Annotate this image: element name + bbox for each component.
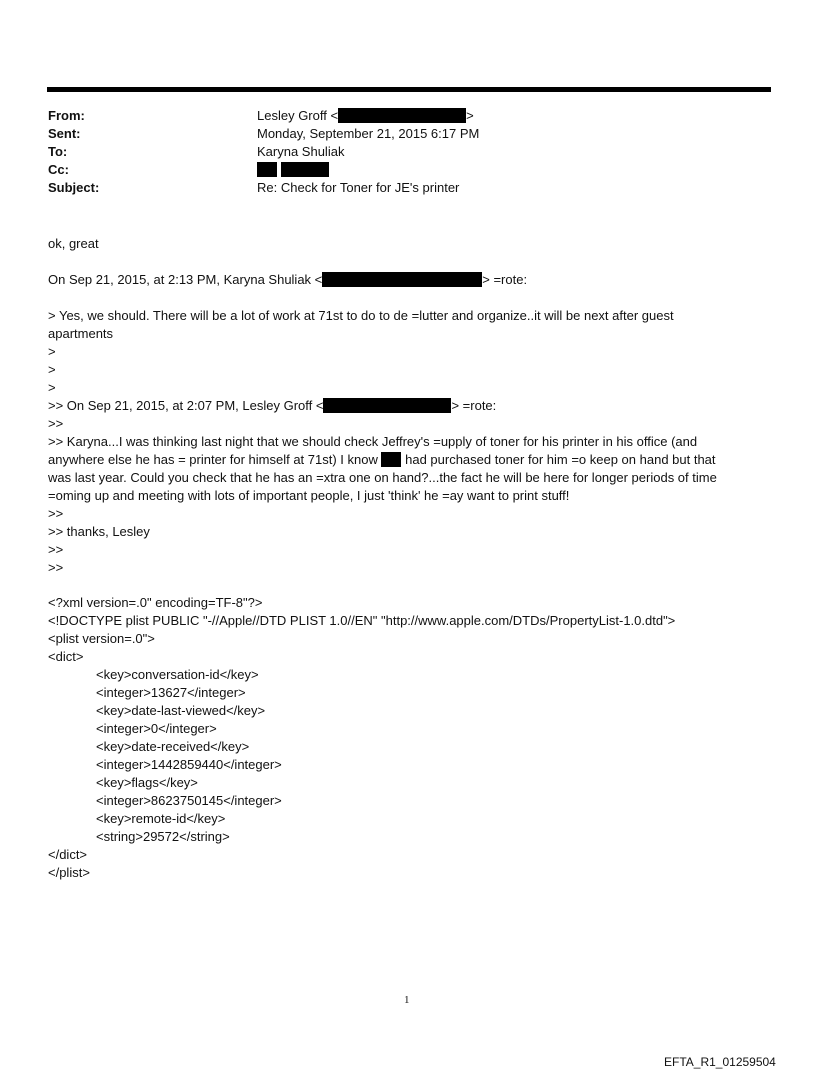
sent-value: Monday, September 21, 2015 6:17 PM [257, 126, 480, 141]
body-line: > Yes, we should. There will be a lot of work at 71st to do to de =lutter and organize..it will be next after guest [48, 308, 674, 323]
quote-intro: >> On Sep 21, 2015, at 2:07 PM, Lesley Groff < [48, 398, 324, 413]
subject-label: Subject: [48, 180, 100, 195]
plist-line: <integer>0</integer> [96, 721, 217, 736]
plist-line: <key>remote-id</key> [96, 811, 226, 826]
body-line: >> Karyna...I was thinking last night that we should check Jeffrey's =upply of toner for his printer in his office (and [48, 434, 698, 449]
page-number: 1 [404, 994, 410, 1006]
plist-line: <integer>13627</integer> [96, 685, 246, 700]
document-id: EFTA_R1_01259504 [664, 1055, 776, 1069]
body-line: > [48, 344, 56, 359]
plist-line: <!DOCTYPE plist PUBLIC "-//Apple//DTD PLIST 1.0//EN" "http://www.apple.com/DTDs/PropertyList-1.0.dtd"> [48, 613, 676, 628]
body-line: >> [48, 560, 64, 575]
plist-line: </dict> [48, 847, 88, 862]
to-label: To: [48, 144, 68, 159]
redaction-box [322, 272, 482, 287]
body-line: =oming up and meeting with lots of important people, I just 'think' he =ay want to print stuff! [48, 488, 570, 503]
plist-line: <plist version=.0"> [48, 631, 155, 646]
plist-line: <key>date-received</key> [96, 739, 250, 754]
sent-label: Sent: [48, 126, 81, 141]
body-line: ok, great [48, 236, 99, 251]
body-line [48, 271, 527, 289]
body-text: anywhere else he has = printer for himself at 71st) I know [48, 452, 378, 467]
plist-line: <key>flags</key> [96, 775, 198, 790]
body-line: >> thanks, Lesley [48, 524, 150, 539]
plist-line: <integer>8623750145</integer> [96, 793, 282, 808]
redaction-box [338, 108, 466, 123]
quote-intro: On Sep 21, 2015, at 2:13 PM, Karyna Shuliak < [48, 272, 323, 287]
body-line: > [48, 362, 56, 377]
to-value: Karyna Shuliak [257, 144, 345, 159]
body-line [48, 451, 716, 469]
redaction-box [323, 398, 451, 413]
from-name: Lesley Groff < [257, 108, 339, 123]
body-line: >> [48, 542, 64, 557]
plist-line: <key>conversation-id</key> [96, 667, 259, 682]
redaction-box [257, 162, 277, 177]
plist-line: <key>date-last-viewed</key> [96, 703, 266, 718]
from-label: From: [48, 108, 85, 123]
quote-intro-end: > =rote: [451, 398, 497, 413]
plist-line: <string>29572</string> [96, 829, 230, 844]
cc-label: Cc: [48, 162, 69, 177]
subject-value: Re: Check for Toner for JE's printer [257, 180, 460, 195]
quote-intro-end: > =rote: [482, 272, 528, 287]
plist-line: <?xml version=.0" encoding=TF-8"?> [48, 595, 263, 610]
plist-line: </plist> [48, 865, 90, 880]
cc-value [257, 162, 329, 177]
body-line: >> [48, 416, 64, 431]
redaction-box [381, 452, 401, 467]
plist-line: <dict> [48, 649, 84, 664]
plist-line: <integer>1442859440</integer> [96, 757, 282, 772]
redaction-box [281, 162, 329, 177]
body-text: had purchased toner for him =o keep on hand but that [405, 452, 716, 467]
body-line: > [48, 380, 56, 395]
from-close: > [466, 108, 474, 123]
body-line [48, 397, 496, 415]
body-line: >> [48, 506, 64, 521]
body-line: was last year. Could you check that he has an =xtra one on hand?...the fact he will be here for longer periods of time [48, 470, 717, 485]
header-rule [47, 87, 771, 92]
body-line: apartments [48, 326, 114, 341]
from-value [257, 108, 474, 123]
